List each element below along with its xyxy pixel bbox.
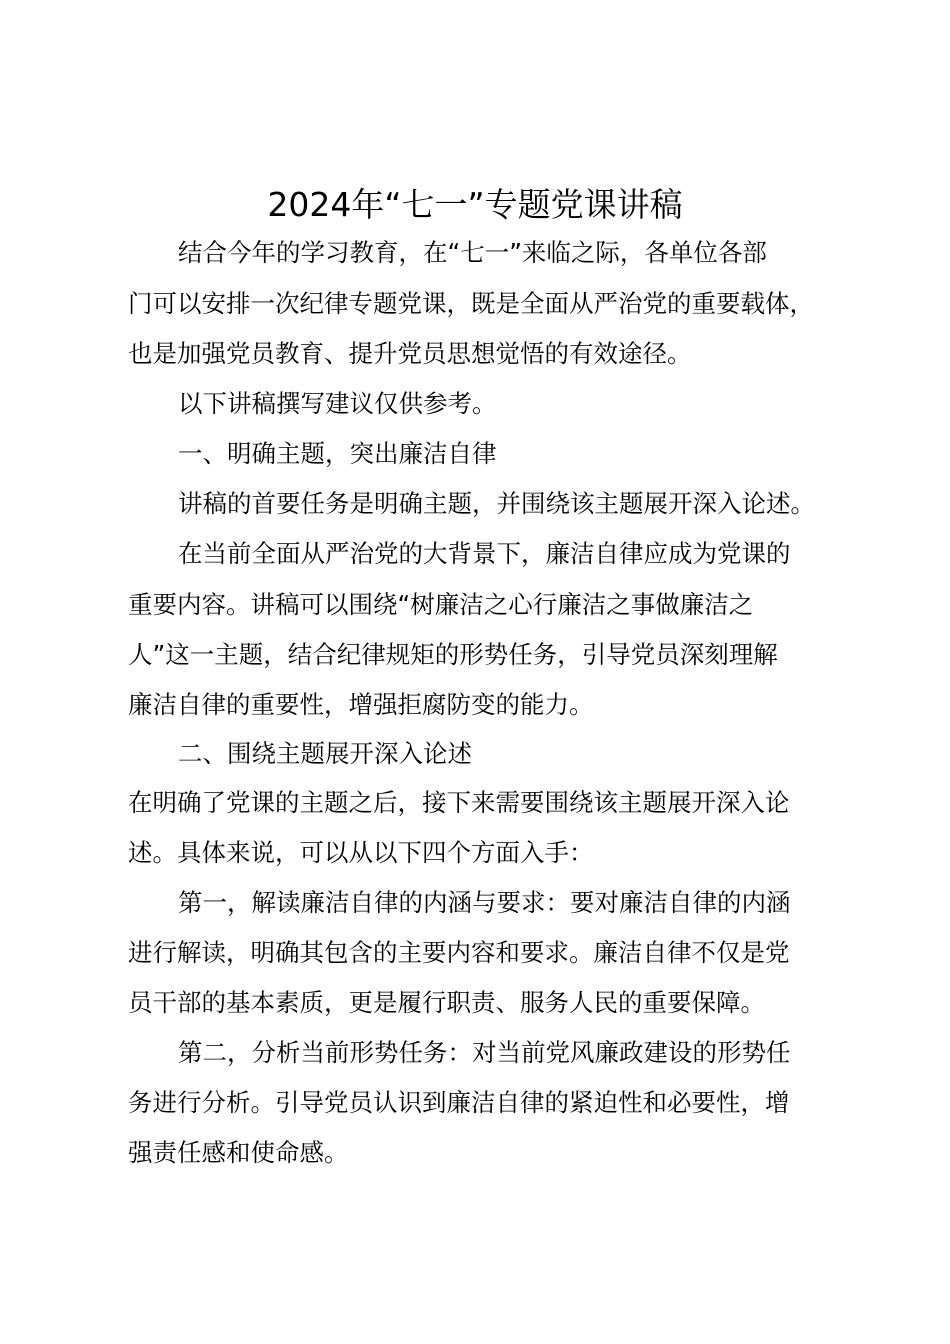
paragraph-line: 强责任感和使命感。: [128, 1138, 349, 1167]
paragraph-line: 也是加强党员教育、提升党员思想觉悟的有效途径。: [128, 339, 692, 368]
paragraph-line: 门可以安排一次纪律专题党课，既是全面从严治党的重要载体，: [128, 289, 814, 318]
section-heading: 一、明确主题，突出廉洁自律: [178, 439, 497, 468]
paragraph-line: 在当前全面从严治党的大背景下，廉洁自律应成为党课的: [178, 539, 791, 568]
paragraph-line: 人”这一主题，结合纪律规矩的形势任务，引导党员深刻理解: [128, 640, 778, 669]
section-heading: 二、围绕主题展开深入论述: [178, 739, 472, 768]
document-title: 2024年“七一”专题党课讲稿: [267, 185, 683, 224]
paragraph-line: 讲稿的首要任务是明确主题，并围绕该主题展开深入论述。: [178, 489, 815, 518]
paragraph-line: 务进行分析。引导党员认识到廉洁自律的紧迫性和必要性，增: [128, 1088, 790, 1117]
paragraph-line: 员干部的基本素质，更是履行职责、服务人民的重要保障。: [128, 988, 765, 1017]
paragraph-line: 述。具体来说，可以从以下四个方面入手：: [128, 838, 594, 867]
paragraph-line: 重要内容。讲稿可以围绕“树廉洁之心行廉洁之事做廉洁之: [128, 590, 754, 619]
paragraph-line: 以下讲稿撰写建议仅供参考。: [178, 389, 497, 418]
paragraph-line: 在明确了党课的主题之后，接下来需要围绕该主题展开深入论: [128, 788, 790, 817]
paragraph-line: 第一，解读廉洁自律的内涵与要求：要对廉洁自律的内涵: [178, 888, 791, 917]
paragraph-line: 廉洁自律的重要性，增强拒腐防变的能力。: [128, 690, 594, 719]
paragraph-line: 进行解读，明确其包含的主要内容和要求。廉洁自律不仅是党: [128, 938, 790, 967]
paragraph-line: 结合今年的学习教育，在“七一”来临之际，各单位各部: [178, 238, 767, 267]
paragraph-line: 第二，分析当前形势任务：对当前党风廉政建设的形势任: [178, 1038, 791, 1067]
